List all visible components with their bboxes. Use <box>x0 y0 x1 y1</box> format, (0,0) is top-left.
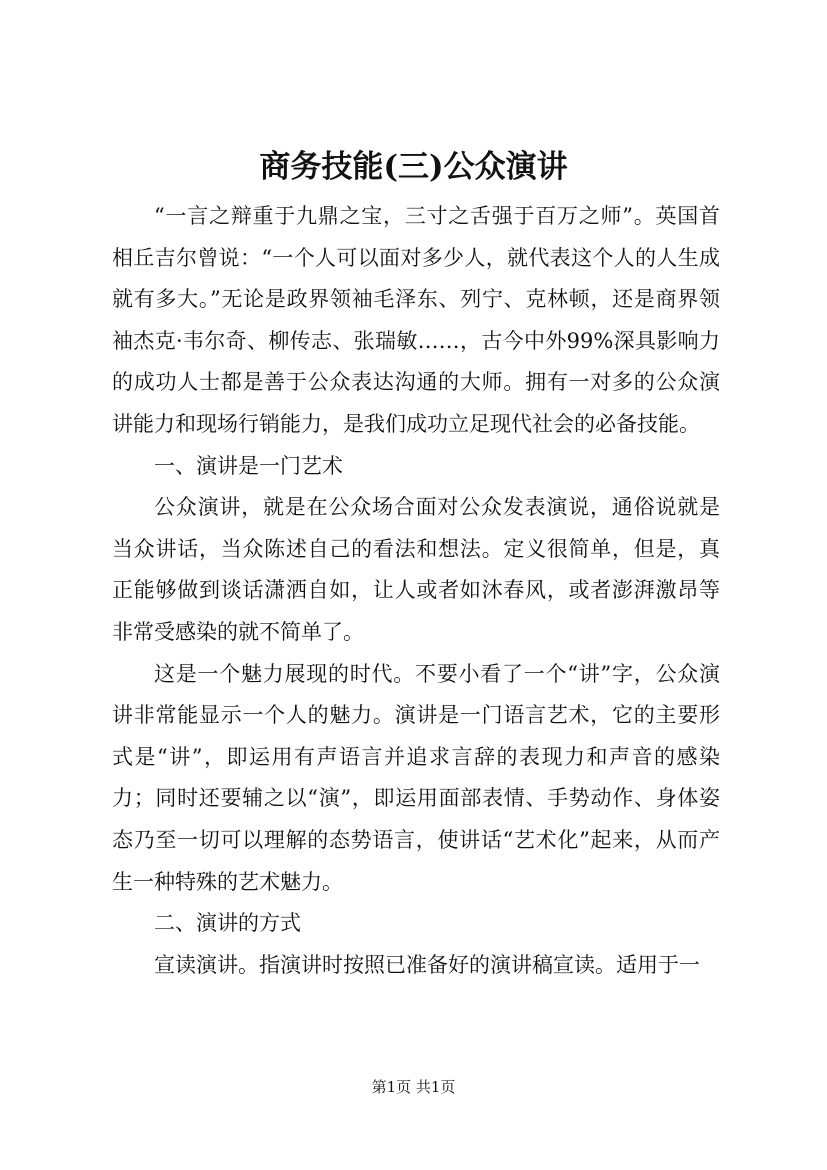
reading-speech-paragraph: 宣读演讲。指演讲时按照已准备好的演讲稿宣读。适用于一 <box>154 952 700 977</box>
section-heading-art: 一、演讲是一门艺术 <box>154 453 343 478</box>
intro-paragraph: “一言之辩重于九鼎之宝，三寸之舌强于百万之师”。英国首相丘吉尔曾说：“一个人可以面对多少人，就代表这个人的人生成就有多大。”无论是政界领袖毛泽东、列宁、克林顿，还是商界领袖杰克·韦尔奇、柳传志、张瑞敏……，古今中外99%深具影响力的成功人士都是善于公众表达沟通的大师。拥有一对多的公众演讲能力和现场行销能力，是我们成功立足现代社会的必备技能。 <box>112 204 720 436</box>
section-heading-methods: 二、演讲的方式 <box>154 911 301 936</box>
page-footer: 第1页 共1页 <box>371 1078 456 1096</box>
document-title: 商务技能(三)公众演讲 <box>259 149 568 185</box>
charm-paragraph: 这是一个魅力展现的时代。不要小看了一个“讲”字，公众演讲非常能显示一个人的魅力。演讲是一门语言艺术，它的主要形式是“讲”，即运用有声语言并追求言辞的表现力和声音的感染力；同时还要辅之以“演”，即运用面部表情、手势动作、身体姿态乃至一切可以理解的态势语言，使讲话“艺术化”起来，从而产生一种特殊的艺术魅力。 <box>112 661 720 894</box>
definition-paragraph: 公众演讲，就是在公众场合面对公众发表演说，通俗说就是当众讲话，当众陈述自己的看法和想法。定义很简单，但是，真正能够做到谈话潇洒自如，让人或者如沐春风，或者澎湃激昂等非常受感染的就不简单了。 <box>112 495 720 644</box>
document-body <box>112 196 720 986</box>
